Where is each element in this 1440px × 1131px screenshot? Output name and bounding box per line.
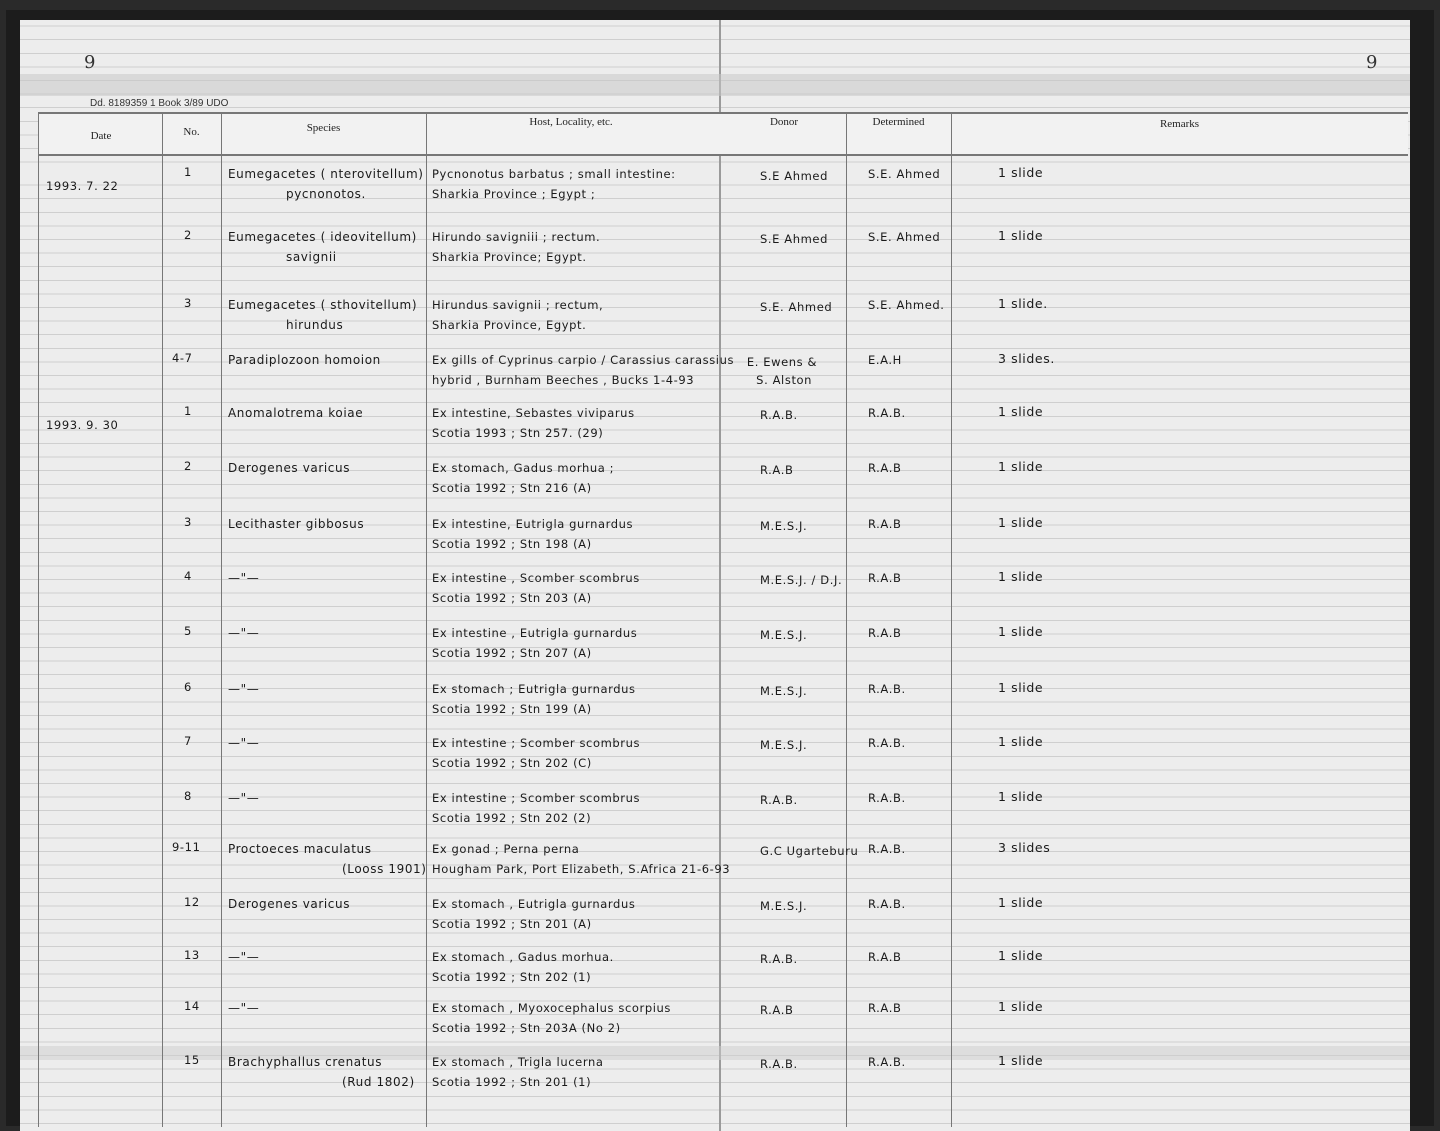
entry-donor: M.E.S.J. / D.J. xyxy=(760,573,843,587)
entry-donor: E. Ewens & S. Alston xyxy=(746,355,818,387)
column-heading-determined: Determined xyxy=(872,116,925,128)
entry-host-line2: Scotia 1992 ; Stn 201 (1) xyxy=(432,1075,592,1089)
entry-determined: E.A.H xyxy=(868,353,902,367)
entry-remarks: 1 slide. xyxy=(998,296,1048,311)
entry-number: 2 xyxy=(184,228,192,242)
entry-donor: R.A.B xyxy=(760,1003,794,1017)
entry-determined: R.A.B. xyxy=(868,897,906,911)
entry-host-line2: Scotia 1992 ; Stn 203 (A) xyxy=(432,591,592,605)
page-gutter xyxy=(719,20,721,1131)
entry-number: 3 xyxy=(184,515,192,529)
column-divider xyxy=(426,112,427,1127)
entry-remarks: 1 slide xyxy=(998,734,1044,749)
entry-determined: R.A.B xyxy=(868,950,902,964)
entry-species: —"— xyxy=(228,736,260,750)
column-heading-remarks: Remarks xyxy=(1159,118,1200,130)
entry-host: Ex intestine ; Scomber scombrus xyxy=(432,791,641,805)
entry-species: Brachyphallus crenatus xyxy=(228,1055,383,1069)
entry-remarks: 1 slide xyxy=(998,895,1044,910)
entry-determined: R.A.B xyxy=(868,517,902,531)
entry-host: Ex stomach , Trigla lucerna xyxy=(432,1055,604,1069)
entry-donor: S.E. Ahmed xyxy=(760,300,833,314)
entry-species-line2: (Looss 1901) xyxy=(342,862,427,876)
entry-species: —"— xyxy=(228,1001,260,1015)
entry-number: 4 xyxy=(184,569,192,583)
entry-host: Hirundus savignii ; rectum, xyxy=(432,298,604,312)
entry-number: 1 xyxy=(184,404,192,418)
entry-host-line2: Scotia 1992 ; Stn 207 (A) xyxy=(432,646,592,660)
entry-species: —"— xyxy=(228,626,260,640)
entry-remarks: 1 slide xyxy=(998,789,1044,804)
printed-reference: Dd. 8189359 1 Book 3/89 UDO xyxy=(90,98,229,109)
entry-host: Ex intestine , Scomber scombrus xyxy=(432,571,640,585)
entry-number: 13 xyxy=(184,948,200,962)
entry-host: Ex intestine, Eutrigla gurnardus xyxy=(432,517,634,531)
entry-host: Ex stomach, Gadus morhua ; xyxy=(432,461,615,475)
entry-host: Pycnonotus barbatus ; small intestine: xyxy=(432,167,676,181)
entry-species: Paradiplozoon homoion xyxy=(228,353,381,367)
entry-determined: R.A.B xyxy=(868,461,902,475)
entry-determined: R.A.B xyxy=(868,571,902,585)
entry-host-line2: hybrid , Burnham Beeches , Bucks 1-4-93 xyxy=(432,373,695,387)
entry-donor: S.E Ahmed xyxy=(760,232,829,246)
entry-date: 1993. 9. 30 xyxy=(46,418,119,432)
entry-species-line2: (Rud 1802) xyxy=(342,1075,415,1089)
column-divider xyxy=(38,112,39,1127)
entry-host-line2: Scotia 1992 ; Stn 203A (No 2) xyxy=(432,1021,621,1035)
entry-determined: S.E. Ahmed. xyxy=(868,298,945,312)
entry-species-line2: pycnonotos. xyxy=(286,187,366,201)
entry-species: —"— xyxy=(228,791,260,805)
entry-remarks: 1 slide xyxy=(998,624,1044,639)
entry-host: Ex stomach , Gadus morhua. xyxy=(432,950,614,964)
entry-remarks: 1 slide xyxy=(998,165,1044,180)
entry-number: 15 xyxy=(184,1053,200,1067)
entry-number: 14 xyxy=(184,999,200,1013)
entry-species: Eumegacetes ( sthovitellum) xyxy=(228,298,418,312)
entry-host-line2: Scotia 1992 ; Stn 199 (A) xyxy=(432,702,592,716)
entry-number: 7 xyxy=(184,734,192,748)
entry-host-line2: Sharkia Province ; Egypt ; xyxy=(432,187,596,201)
entry-species: Eumegacetes ( ideovitellum) xyxy=(228,230,417,244)
entry-number: 2 xyxy=(184,459,192,473)
entry-donor: R.A.B. xyxy=(760,408,798,422)
entry-date: 1993. 7. 22 xyxy=(46,179,119,193)
entry-donor: S.E Ahmed xyxy=(760,169,829,183)
entry-remarks: 1 slide xyxy=(998,569,1044,584)
entry-host-line2: Scotia 1992 ; Stn 216 (A) xyxy=(432,481,592,495)
entry-species: Eumegacetes ( nterovitellum) xyxy=(228,167,424,181)
entry-determined: R.A.B. xyxy=(868,406,906,420)
entry-host: Ex stomach , Myoxocephalus scorpius xyxy=(432,1001,672,1015)
entry-host-line2: Scotia 1993 ; Stn 257. (29) xyxy=(432,426,604,440)
entry-remarks: 1 slide xyxy=(998,404,1044,419)
entry-determined: R.A.B xyxy=(868,626,902,640)
column-divider xyxy=(221,112,222,1127)
entry-determined: R.A.B. xyxy=(868,682,906,696)
entry-donor: M.E.S.J. xyxy=(760,519,808,533)
entry-number: 3 xyxy=(184,296,192,310)
entry-host: Ex intestine , Eutrigla gurnardus xyxy=(432,626,638,640)
entry-donor: R.A.B. xyxy=(760,793,798,807)
entry-number: 9-11 xyxy=(172,840,201,854)
entry-number: 8 xyxy=(184,789,192,803)
entry-donor: R.A.B. xyxy=(760,952,798,966)
entry-host: Ex intestine, Sebastes viviparus xyxy=(432,406,635,420)
entry-species: Proctoeces maculatus xyxy=(228,842,372,856)
right-page-number: 9 xyxy=(1366,52,1378,73)
entry-donor: M.E.S.J. xyxy=(760,684,808,698)
entry-species-line2: savignii xyxy=(286,250,337,264)
tape-strip xyxy=(20,74,1410,96)
entry-number: 4-7 xyxy=(172,351,193,365)
entry-host: Ex intestine ; Scomber scombrus xyxy=(432,736,641,750)
entry-host: Ex stomach ; Eutrigla gurnardus xyxy=(432,682,636,696)
entry-number: 6 xyxy=(184,680,192,694)
entry-remarks: 1 slide xyxy=(998,948,1044,963)
entry-number: 12 xyxy=(184,895,200,909)
entry-determined: S.E. Ahmed xyxy=(868,167,941,181)
entry-host: Ex gills of Cyprinus carpio / Carassius carassius xyxy=(432,353,735,367)
entry-host-line2: Scotia 1992 ; Stn 202 (2) xyxy=(432,811,592,825)
entry-species: Derogenes varicus xyxy=(228,461,351,475)
column-divider xyxy=(951,112,952,1127)
entry-host: Ex stomach , Eutrigla gurnardus xyxy=(432,897,636,911)
entry-host-line2: Sharkia Province, Egypt. xyxy=(432,318,587,332)
column-divider xyxy=(846,112,847,1127)
entry-species-line2: hirundus xyxy=(286,318,344,332)
entry-remarks: 3 slides xyxy=(998,840,1051,855)
entry-determined: R.A.B. xyxy=(868,842,906,856)
entry-determined: R.A.B. xyxy=(868,1055,906,1069)
entry-remarks: 1 slide xyxy=(998,680,1044,695)
entry-host: Ex gonad ; Perna perna xyxy=(432,842,580,856)
entry-host: Hirundo savigniii ; rectum. xyxy=(432,230,601,244)
entry-species: —"— xyxy=(228,682,260,696)
entry-host-line2: Scotia 1992 ; Stn 198 (A) xyxy=(432,537,592,551)
entry-donor: R.A.B. xyxy=(760,1057,798,1071)
entry-species: Derogenes varicus xyxy=(228,897,351,911)
entry-donor: M.E.S.J. xyxy=(760,738,808,752)
entry-host-line2: Scotia 1992 ; Stn 202 (C) xyxy=(432,756,592,770)
entry-donor: G.C Ugarteburu xyxy=(760,844,859,858)
entry-host-line2: Hougham Park, Port Elizabeth, S.Africa 21-6-93 xyxy=(432,862,731,876)
column-heading-host: Host, Locality, etc. xyxy=(529,116,613,128)
entry-donor: M.E.S.J. xyxy=(760,628,808,642)
entry-determined: S.E. Ahmed xyxy=(868,230,941,244)
entry-remarks: 1 slide xyxy=(998,999,1044,1014)
column-heading-species: Species xyxy=(306,122,341,134)
entry-host-line2: Scotia 1992 ; Stn 202 (1) xyxy=(432,970,592,984)
entry-donor: M.E.S.J. xyxy=(760,899,808,913)
entry-remarks: 3 slides. xyxy=(998,351,1055,366)
entry-species: Lecithaster gibbosus xyxy=(228,517,365,531)
left-page-number: 9 xyxy=(84,52,96,73)
entry-determined: R.A.B. xyxy=(868,736,906,750)
entry-remarks: 1 slide xyxy=(998,1053,1044,1068)
entry-remarks: 1 slide xyxy=(998,459,1044,474)
entry-donor: R.A.B xyxy=(760,463,794,477)
entry-host-line2: Sharkia Province; Egypt. xyxy=(432,250,587,264)
column-heading-date: Date xyxy=(90,130,112,142)
entry-number: 5 xyxy=(184,624,192,638)
entry-number: 1 xyxy=(184,165,192,179)
entry-determined: R.A.B. xyxy=(868,791,906,805)
entry-species: —"— xyxy=(228,571,260,585)
entry-remarks: 1 slide xyxy=(998,228,1044,243)
entry-species: —"— xyxy=(228,950,260,964)
entry-remarks: 1 slide xyxy=(998,515,1044,530)
column-heading-donor: Donor xyxy=(769,116,799,128)
column-heading-no: No. xyxy=(183,126,200,138)
entry-species: Anomalotrema koiae xyxy=(228,406,364,420)
entry-host-line2: Scotia 1992 ; Stn 201 (A) xyxy=(432,917,592,931)
column-divider xyxy=(162,112,163,1127)
entry-determined: R.A.B xyxy=(868,1001,902,1015)
